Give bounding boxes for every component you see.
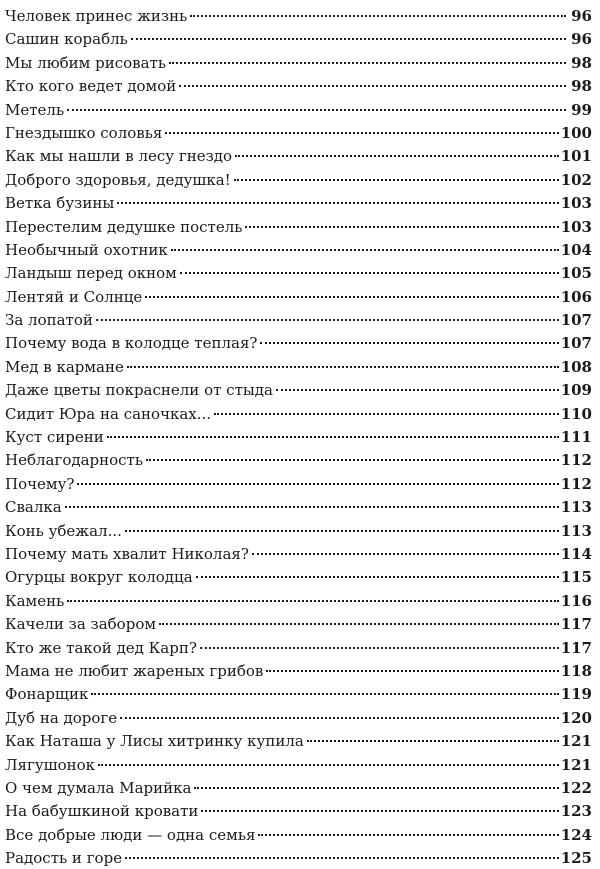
toc-entry[interactable]: [5, 448, 592, 471]
toc-entry[interactable]: [5, 706, 592, 729]
entry-title: Конь убежал...: [5, 521, 122, 540]
toc-entry[interactable]: [5, 191, 592, 214]
entry-page-number: 119: [560, 685, 592, 704]
entry-page-number: 112: [560, 474, 592, 493]
entry-page-number: 112: [560, 451, 592, 470]
toc-entry[interactable]: [5, 98, 592, 121]
dot-leader: [235, 144, 559, 157]
dot-leader: [159, 612, 559, 625]
table-of-contents: [5, 4, 592, 869]
toc-entry[interactable]: [5, 753, 592, 776]
entry-title: На бабушкиной кровати: [5, 802, 199, 821]
dot-leader: [266, 659, 558, 672]
entry-title: За лопатой: [5, 311, 93, 330]
entry-page-number: 111: [560, 428, 592, 447]
toc-entry[interactable]: [5, 4, 592, 27]
entry-title: Свалка: [5, 498, 62, 517]
entry-title: Почему мать хвалит Николая?: [5, 544, 249, 563]
toc-entry[interactable]: [5, 215, 592, 238]
toc-entry[interactable]: [5, 776, 592, 799]
dot-leader: [145, 285, 558, 298]
toc-entry[interactable]: [5, 565, 592, 588]
toc-entry[interactable]: [5, 542, 592, 565]
dot-leader: [196, 565, 559, 578]
entry-title: Сашин корабль: [5, 30, 128, 49]
dot-leader: [214, 402, 559, 415]
entry-page-number: 116: [560, 591, 592, 610]
dot-leader: [117, 191, 558, 204]
entry-title: Человек принес жизнь: [5, 7, 188, 25]
entry-title: Почему?: [5, 474, 75, 493]
toc-entry[interactable]: [5, 74, 592, 97]
entry-page-number: 102: [560, 170, 592, 189]
dot-leader: [96, 308, 559, 321]
dot-leader: [67, 589, 558, 602]
dot-leader: [98, 753, 559, 766]
toc-entry[interactable]: [5, 682, 592, 705]
entry-title: Как мы нашли в лесу гнездо: [5, 147, 233, 166]
toc-entry[interactable]: [5, 636, 592, 659]
dot-leader: [179, 74, 566, 87]
toc-entry[interactable]: [5, 612, 592, 635]
dot-leader: [190, 4, 566, 17]
entry-page-number: 107: [560, 334, 592, 353]
dot-leader: [65, 495, 559, 508]
entry-title: Гнездышко соловья: [5, 123, 163, 142]
dot-leader: [171, 238, 559, 251]
toc-entry[interactable]: [5, 238, 592, 261]
entry-title: Лентяй и Солнце: [5, 287, 143, 306]
dot-leader: [77, 472, 558, 485]
dot-leader: [234, 168, 559, 181]
entry-title: Неблагодарность: [5, 451, 144, 470]
entry-page-number: 96: [571, 30, 592, 49]
entry-page-number: 113: [560, 521, 592, 540]
entry-page-number: 100: [560, 123, 592, 142]
toc-entry[interactable]: [5, 823, 592, 846]
entry-page-number: 103: [560, 217, 592, 236]
entry-page-number: 98: [571, 53, 592, 72]
toc-entry[interactable]: [5, 27, 592, 50]
toc-entry[interactable]: [5, 495, 592, 518]
entry-page-number: 108: [560, 357, 592, 376]
toc-entry[interactable]: [5, 378, 592, 401]
entry-page-number: 121: [560, 732, 592, 751]
entry-title: Кто же такой дед Карп?: [5, 638, 197, 657]
entry-title: Радость и горе: [5, 849, 123, 868]
entry-title: О чем думала Марийка: [5, 778, 192, 797]
entry-page-number: 124: [560, 825, 592, 844]
dot-leader: [131, 27, 566, 40]
toc-entry[interactable]: [5, 472, 592, 495]
entry-page-number: 110: [560, 404, 592, 423]
dot-leader: [67, 98, 566, 111]
entry-page-number: 109: [560, 381, 592, 400]
toc-entry[interactable]: [5, 261, 592, 284]
toc-entry[interactable]: [5, 402, 592, 425]
entry-page-number: 115: [560, 568, 592, 587]
entry-title: Мама не любит жареных грибов: [5, 661, 264, 680]
entry-page-number: 121: [560, 755, 592, 774]
entry-title: Камень: [5, 591, 65, 610]
dot-leader: [245, 215, 558, 228]
entry-page-number: 104: [560, 240, 592, 259]
dot-leader: [194, 776, 558, 789]
dot-leader: [127, 355, 559, 368]
toc-entry[interactable]: [5, 589, 592, 612]
entry-title: Почему вода в колодце теплая?: [5, 334, 258, 353]
dot-leader: [260, 331, 558, 344]
toc-entry[interactable]: [5, 121, 592, 144]
toc-entry[interactable]: [5, 659, 592, 682]
entry-title: Ландыш перед окном: [5, 264, 177, 283]
entry-page-number: 113: [560, 498, 592, 517]
entry-page-number: 122: [560, 778, 592, 797]
entry-title: Ветка бузины: [5, 194, 115, 213]
dot-leader: [258, 823, 558, 836]
toc-entry[interactable]: [5, 519, 592, 542]
entry-title: Необычный охотник: [5, 240, 168, 259]
toc-entry[interactable]: [5, 729, 592, 752]
dot-leader: [120, 706, 559, 719]
entry-page-number: 106: [560, 287, 592, 306]
entry-title: Качели за забором: [5, 615, 157, 634]
entry-title: Даже цветы покраснели от стыда: [5, 381, 273, 400]
toc-entry[interactable]: [5, 168, 592, 191]
toc-entry[interactable]: [5, 144, 592, 167]
entry-title: Как Наташа у Лисы хитринку купила: [5, 732, 304, 751]
dot-leader: [200, 636, 559, 649]
entry-page-number: 105: [560, 264, 592, 283]
dot-leader: [252, 542, 559, 555]
entry-page-number: 103: [560, 194, 592, 213]
entry-title: Куст сирени: [5, 428, 104, 447]
entry-title: Сидит Юра на саночках...: [5, 404, 212, 423]
toc-entry[interactable]: [5, 308, 592, 331]
entry-page-number: 123: [560, 802, 592, 821]
toc-entry[interactable]: [5, 425, 592, 448]
entry-title: Мед в кармане: [5, 357, 124, 376]
entry-page-number: 101: [560, 147, 592, 166]
toc-entry[interactable]: [5, 331, 592, 354]
entry-title: Кто кого ведет домой: [5, 77, 177, 96]
entry-title: Доброго здоровья, дедушка!: [5, 170, 231, 189]
entry-title: Перестелим дедушке постель: [5, 217, 243, 236]
dot-leader: [201, 799, 558, 812]
entry-page-number: 114: [560, 544, 592, 563]
entry-title: Дуб на дороге: [5, 708, 118, 727]
entry-page-number: 117: [560, 638, 592, 657]
dot-leader: [107, 425, 559, 438]
entry-page-number: 107: [560, 311, 592, 330]
dot-leader: [91, 682, 558, 695]
toc-entry[interactable]: [5, 355, 592, 378]
entry-page-number: 120: [560, 708, 592, 727]
entry-title: Метель: [5, 100, 65, 119]
dot-leader: [146, 448, 559, 461]
entry-page-number: 125: [560, 849, 592, 868]
entry-page-number: 96: [571, 7, 592, 25]
entry-title: Фонарщик: [5, 685, 89, 704]
entry-title: Огурцы вокруг колодца: [5, 568, 193, 587]
entry-title: Все добрые люди — одна семья: [5, 825, 256, 844]
entry-page-number: 98: [571, 77, 592, 96]
dot-leader: [169, 51, 566, 64]
dot-leader: [165, 121, 558, 134]
dot-leader: [180, 261, 559, 274]
toc-entry[interactable]: [5, 799, 592, 822]
dot-leader: [125, 519, 559, 532]
entry-page-number: 99: [571, 100, 592, 119]
entry-page-number: 117: [560, 615, 592, 634]
toc-entry[interactable]: [5, 285, 592, 308]
dot-leader: [276, 378, 559, 391]
toc-entry[interactable]: [5, 51, 592, 74]
entry-page-number: 118: [560, 661, 592, 680]
entry-title: Лягушонок: [5, 755, 96, 774]
entry-title: Мы любим рисовать: [5, 53, 167, 72]
dot-leader: [307, 729, 559, 742]
dot-leader: [125, 846, 559, 859]
